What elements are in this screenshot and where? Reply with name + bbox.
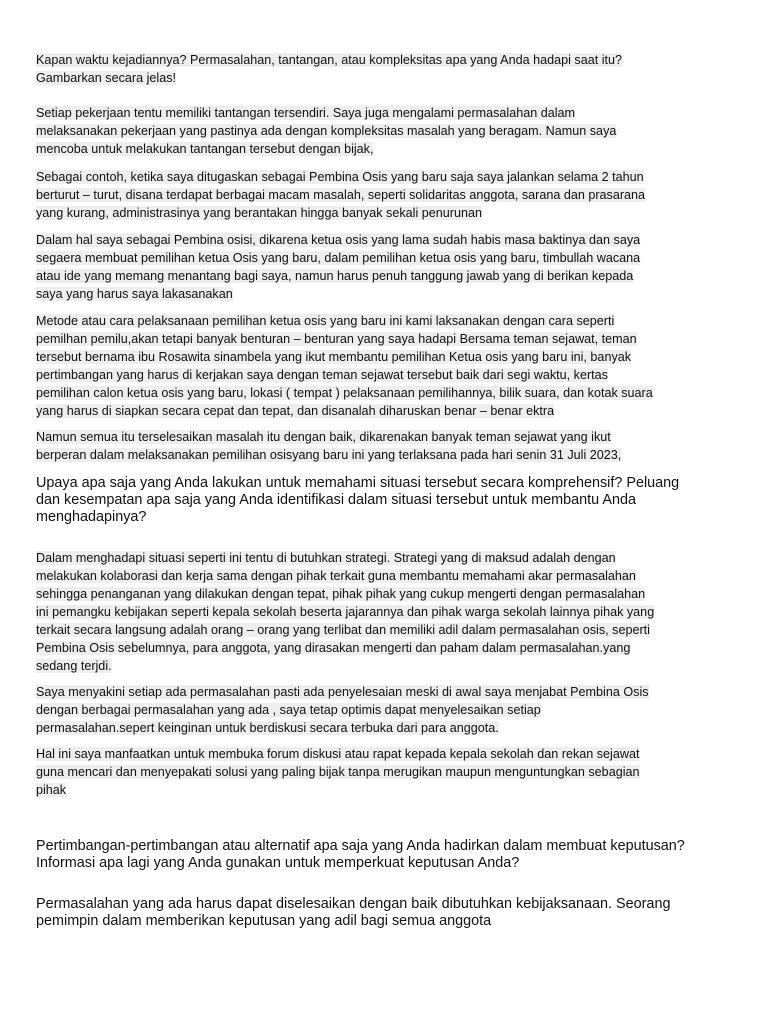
answer-2-paragraph-1 [36,549,654,675]
answer-2-paragraph-2-text: Saya menyakini setiap ada permasalahan pasti ada penyelesaian meski di awal saya menjabat Pembina Osis dengan berbagai permasalahan yang ada , saya tetap optimis dapat menyelesaikan setiap permasalahan.sepert keinginan untuk berdiskusi secara terbuka dari para anggota. [36,685,649,735]
answer-1-paragraph-1 [36,104,616,158]
answer-1-paragraph-5-text: Namun semua itu terselesaikan masalah itu dengan baik, dikarenakan banyak teman sejawat yang ikut berperan dalam melaksanakan pemilihan osisyang baru ini yang terlaksana pada hari senin 31 Juli 2023, [36,430,622,462]
answer-1-paragraph-3-text: Dalam hal saya sebagai Pembina osisi, dikarena ketua osis yang lama sudah habis masa baktinya dan saya segaera membuat pemilihan ketua Osis yang baru, dalam pemilihan ketua osis yang baru, timbullah wacana atau ide yang memang menantang bagi saya, namun harus penuh tanggung jawab yang di berikan kepada saya yang harus saya lakasanakan [36,233,641,301]
question-2: Upaya apa saja yang Anda lakukan untuk memahami situasi tersebut secara komprehensif? Peluang dan kesempatan apa saja yang Anda identifikasi dalam situasi tersebut untuk membantu Anda menghadapinya? [36,475,680,525]
answer-1-paragraph-4-text: Metode atau cara pelaksanaan pemilihan ketua osis yang baru ini kami laksanakan dengan cara seperti pemilhan pemilu,akan tetapi banyak benturan – benturan yang saya hadapi Bersama teman sejawat, teman tersebut bernama ibu Rosawita sinambela yang ikut membantu pemilihan Ketua osis yang baru ini, banyak pertimbangan yang harus di kerjakan saya dengan teman sejawat tersebut baik dari segi waktu, kertas pemilihan calon ketua osis yang baru, lokasi ( tempat ) pelaksanaan pemilihannya, bilik suara, dan kotak suara yang harus di siapkan secara cepat dan tepat, dan disanalah diharuskan benar – benar ektra [36,314,653,418]
answer-1-paragraph-2-text: Sebagai contoh, ketika saya ditugaskan sebagai Pembina Osis yang baru saja saya jalankan selama 2 tahun berturut – turut, disana terdapat berbagai macam masalah, seperti solidaritas anggota, sarana dan prasarana yang kurang, administrasinya yang berantakan hingga banyak sekali penurunan [36,170,646,220]
answer-1-paragraph-4 [36,312,653,420]
answer-1-paragraph-5 [36,428,621,464]
answer-2-paragraph-3 [36,745,640,799]
answer-2-paragraph-2 [36,683,649,737]
question-1 [36,51,622,87]
answer-2-paragraph-1-text: Dalam menghadapi situasi seperti ini tentu di butuhkan strategi. Strategi yang di maksud adalah dengan melakukan kolaborasi dan kerja sama dengan pihak terkait guna membantu memahami akar permasalahan sehingga penanganan yang dilakukan dengan tepat, pihak pihak yang cukup mengerti dengan permasalahan ini pemangku kebijakan seperti kepala sekolah beserta jajarannya dan pihak warga sekolah lainnya pihak yang terkait secara langsung adalah orang – orang yang terlibat dan memiliki adil dalam permasalahan osis, seperti Pembina Osis sebelumnya, para anggota, yang dirasakan mengerti dan paham dalam permasalahan.yang sedang terjdi. [36,551,655,673]
answer-1-paragraph-3 [36,231,640,303]
question-3: Pertimbangan-pertimbangan atau alternatif apa saja yang Anda hadirkan dalam membuat keputusan? Informasi apa lagi yang Anda gunakan untuk memperkuat keputusan Anda? [36,838,685,871]
answer-2-paragraph-3-text: Hal ini saya manfaatkan untuk membuka forum diskusi atau rapat kepada kepala sekolah dan rekan sejawat guna mencari dan menyepakati solusi yang paling bijak tanpa merugikan maupun menguntungkan sebagian pihak [36,747,640,797]
answer-1-paragraph-2 [36,168,645,222]
answer-3-paragraph-1: Permasalahan yang ada harus dapat diselesaikan dengan baik dibutuhkan kebijaksanaan. Seorang pemimpin dalam memberikan keputusan yang adil bagi semua anggota [36,896,671,929]
question-1-text: Kapan waktu kejadiannya? Permasalahan, tantangan, atau kompleksitas apa yang Anda hadapi saat itu? Gambarkan secara jelas! [36,53,623,85]
answer-1-paragraph-1-text: Setiap pekerjaan tentu memiliki tantangan tersendiri. Saya juga mengalami permasalahan dalam melaksanakan pekerjaan yang pastinya ada dengan kompleksitas masalah yang beragam. Namun saya mencoba untuk melakukan tantangan tersebut dengan bijak, [36,106,617,156]
